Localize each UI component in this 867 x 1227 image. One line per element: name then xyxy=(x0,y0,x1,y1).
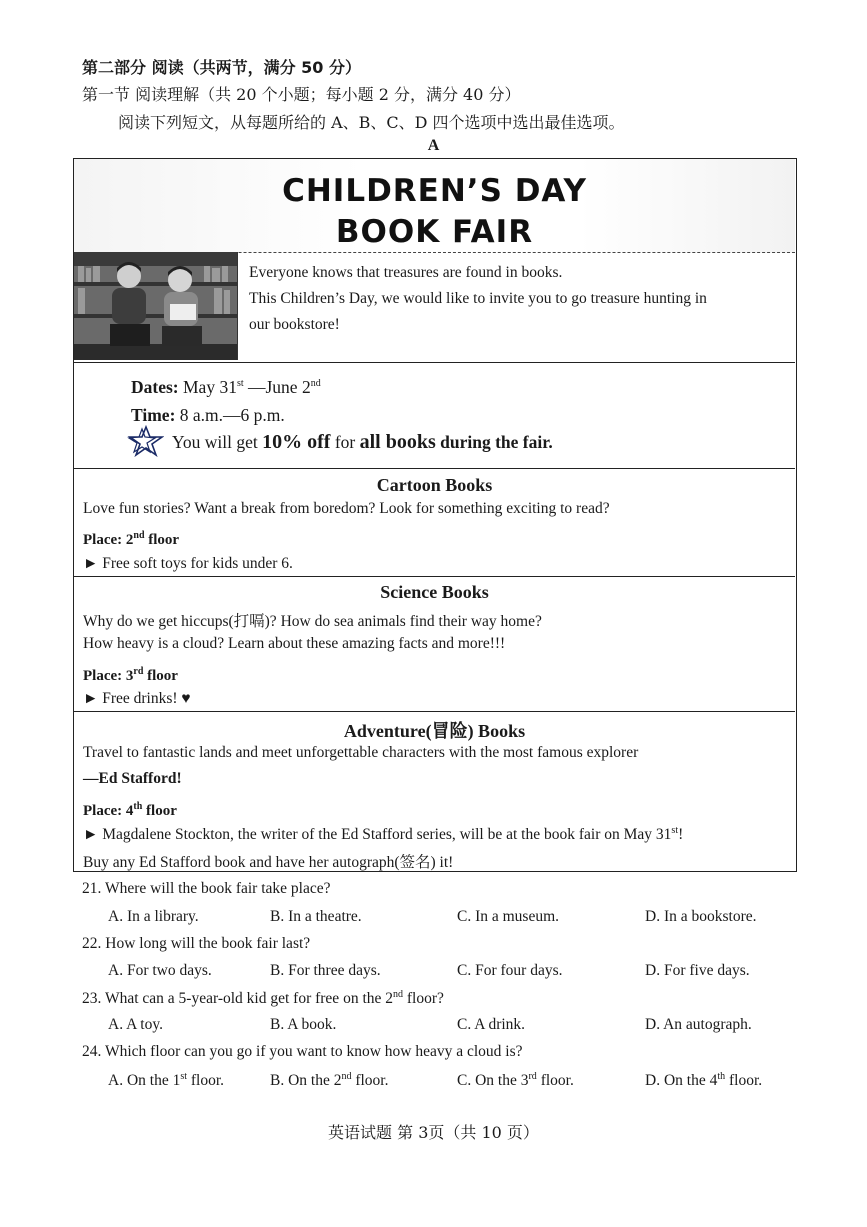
section-place xyxy=(83,801,177,820)
section-text-1: Why do we get hiccups(打嗝)? How do sea animals find their way home? xyxy=(83,613,542,630)
dates-sup-b: nd xyxy=(310,378,321,390)
dates-value-b: —June 2 xyxy=(243,377,311,397)
offer-text-a: You will get xyxy=(172,432,263,452)
dates-value-a: May 31 xyxy=(178,377,237,397)
q21-option-b[interactable]: B. In a theatre. xyxy=(270,908,362,925)
bullet-sup: st xyxy=(671,825,679,836)
section-text-2: —Ed Stafford! xyxy=(83,770,182,787)
section-text-3: Buy any Ed Stafford book and have her autograph(签名) it! xyxy=(83,854,454,871)
question-24: 24. Which floor can you go if you want to know how heavy a cloud is? xyxy=(82,1043,523,1060)
section-text-1: Travel to fantastic lands and meet unforgettable characters with the most famous explorer xyxy=(83,744,639,761)
q24-option-b[interactable] xyxy=(270,1071,389,1090)
opt-text: D. On the 4 xyxy=(645,1072,718,1090)
intro-line-1: Everyone knows that treasures are found in books. xyxy=(249,264,563,281)
intro-line-3: our bookstore! xyxy=(249,316,340,333)
place-text: Place: 3 xyxy=(83,668,134,684)
section-bullet: ► Free drinks! ♥ xyxy=(83,690,191,707)
opt-end: floor. xyxy=(187,1072,225,1090)
section-place xyxy=(83,666,178,685)
q23-stem-a: 23. What can a 5-year-old kid get for free on the 2 xyxy=(82,990,393,1008)
q23-option-c[interactable]: C. A drink. xyxy=(457,1016,526,1033)
children-reading-photo xyxy=(74,252,238,360)
section-bullet: ► Free soft toys for kids under 6. xyxy=(83,555,293,572)
dates-line xyxy=(131,377,321,398)
place-end: floor xyxy=(142,803,177,819)
section-bullet xyxy=(83,825,683,844)
opt-end: floor. xyxy=(351,1072,389,1090)
offer-discount: 10% off xyxy=(262,431,331,453)
passage-letter: A xyxy=(427,137,440,154)
instruction-text: 阅读下列短文，从每题所给的 A、B、C、D 四个选项中选出最佳选项。 xyxy=(118,113,625,132)
opt-text: A. On the 1 xyxy=(108,1072,181,1090)
photo-illustration xyxy=(74,252,237,360)
opt-sup: st xyxy=(180,1071,187,1082)
section-place xyxy=(83,530,179,549)
time-label: Time: xyxy=(131,405,176,425)
place-sup: nd xyxy=(133,530,145,541)
place-sup: rd xyxy=(133,666,144,677)
poster-title-line2: BOOK FAIR xyxy=(335,214,534,250)
bullet-end: ! xyxy=(678,826,684,844)
fair-info xyxy=(74,363,795,469)
time-value: 8 a.m.—6 p.m. xyxy=(175,405,285,425)
part-heading: 第二部分 阅读（共两节，满分 50 分） xyxy=(82,58,361,77)
opt-end: floor. xyxy=(725,1072,763,1090)
section-title: Cartoon Books xyxy=(376,475,493,495)
section-text-2: How heavy is a cloud? Learn about these amazing facts and more!!! xyxy=(83,635,506,652)
q22-option-b[interactable]: B. For three days. xyxy=(270,962,381,979)
q21-option-a[interactable]: A. In a library. xyxy=(108,908,199,925)
q22-option-c[interactable]: C. For four days. xyxy=(457,962,563,979)
opt-sup: rd xyxy=(528,1071,537,1082)
place-end: floor xyxy=(144,532,180,548)
opt-sup: th xyxy=(717,1071,726,1082)
question-23 xyxy=(82,989,444,1008)
opt-text: C. On the 3 xyxy=(457,1072,529,1090)
q22-option-d[interactable]: D. For five days. xyxy=(645,962,750,979)
q21-option-c[interactable]: C. In a museum. xyxy=(457,908,560,925)
place-sup: th xyxy=(133,801,143,812)
q22-option-a[interactable]: A. For two days. xyxy=(108,962,212,979)
q24-option-d[interactable] xyxy=(645,1071,762,1090)
offer-all-books: all books xyxy=(359,431,436,453)
offer-text-e: during the fair. xyxy=(435,432,553,452)
cartoon-books-section xyxy=(74,468,795,577)
section-heading: 第一节 阅读理解（共 20 个小题；每小题 2 分，满分 40 分） xyxy=(82,85,521,104)
q24-option-c[interactable] xyxy=(457,1071,574,1090)
star-icon xyxy=(124,425,164,457)
question-21: 21. Where will the book fair take place? xyxy=(82,880,331,897)
q23-option-b[interactable]: B. A book. xyxy=(270,1016,337,1033)
poster-box xyxy=(73,158,797,872)
question-22: 22. How long will the book fair last? xyxy=(82,935,311,952)
place-text: Place: 2 xyxy=(83,532,134,548)
q24-option-a[interactable] xyxy=(108,1071,224,1090)
intro-text xyxy=(249,260,789,338)
poster-intro xyxy=(74,252,795,363)
section-title: Science Books xyxy=(380,582,489,602)
page-footer: 英语试题 第 3页（共 10 页） xyxy=(328,1123,539,1142)
dates-sup-a: st xyxy=(236,378,244,390)
discount-line xyxy=(172,431,553,454)
q23-option-a[interactable]: A. A toy. xyxy=(108,1016,163,1033)
place-text: Place: 4 xyxy=(83,803,134,819)
poster-title-area xyxy=(74,159,795,253)
adventure-books-section xyxy=(74,711,795,871)
bullet-text: ► Magdalene Stockton, the writer of the Ed Stafford series, will be at the book fair on May 31 xyxy=(83,826,672,844)
place-end: floor xyxy=(143,668,178,684)
q23-stem-b: floor? xyxy=(403,990,444,1008)
poster-title-line1: CHILDREN’S DAY xyxy=(282,173,587,209)
section-title: Adventure(冒险) Books xyxy=(343,721,526,741)
opt-end: floor. xyxy=(536,1072,574,1090)
time-line xyxy=(131,405,285,426)
section-text: Love fun stories? Want a break from boredom? Look for something exciting to read? xyxy=(83,500,610,517)
opt-text: B. On the 2 xyxy=(270,1072,342,1090)
opt-sup: nd xyxy=(341,1071,352,1082)
dates-label: Dates: xyxy=(131,377,179,397)
offer-text-c: for xyxy=(330,432,360,452)
science-books-section xyxy=(74,576,795,712)
q23-stem-sup: nd xyxy=(393,989,403,1000)
intro-line-2: This Children’s Day, we would like to invite you to go treasure hunting in xyxy=(249,290,707,307)
q23-option-d[interactable]: D. An autograph. xyxy=(645,1016,752,1033)
q21-option-d[interactable]: D. In a bookstore. xyxy=(645,908,757,925)
